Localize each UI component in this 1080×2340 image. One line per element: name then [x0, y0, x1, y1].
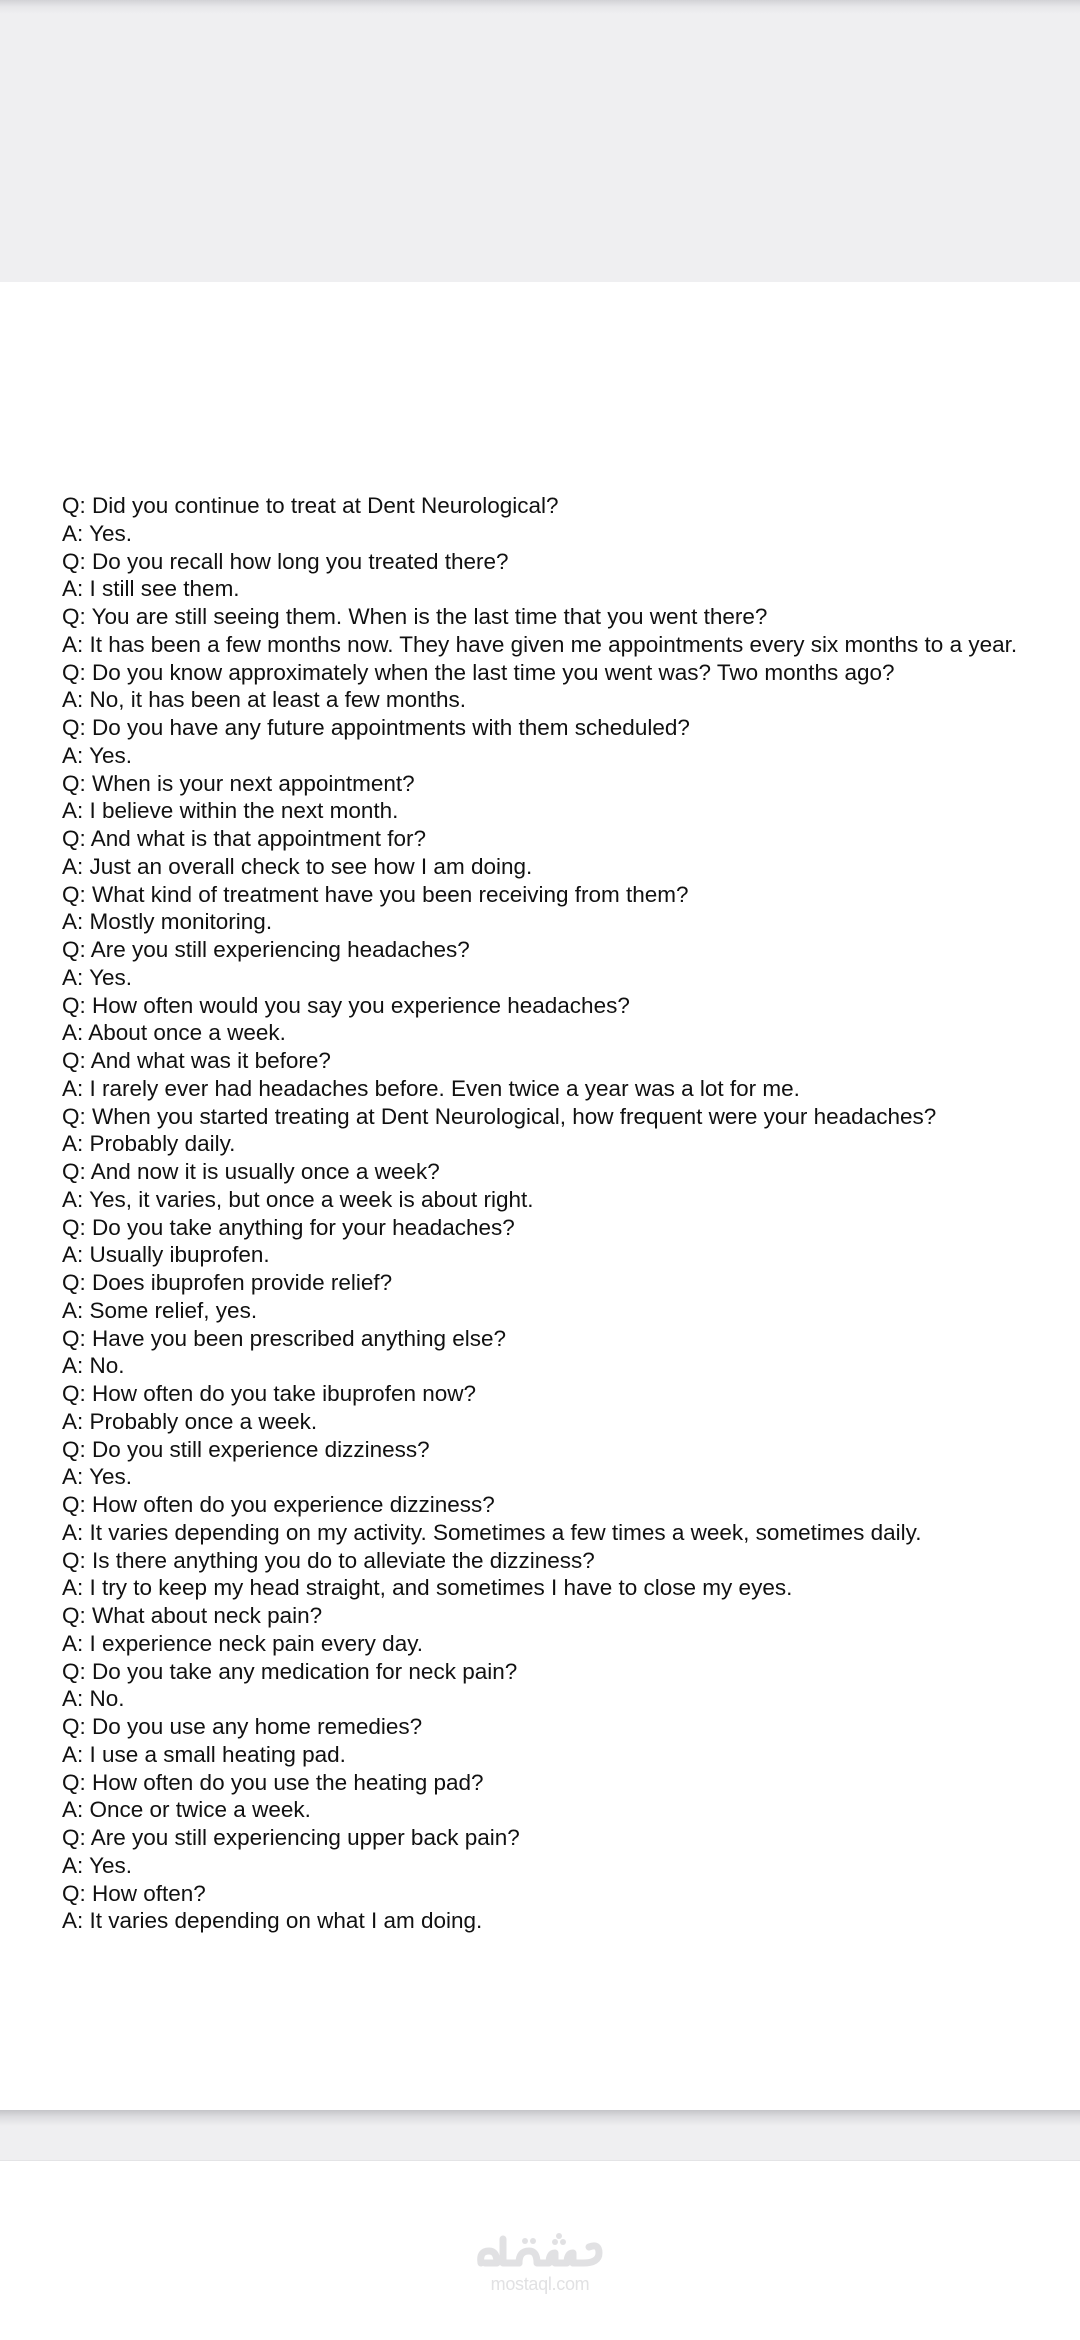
transcript-line: A: Mostly monitoring.: [62, 909, 273, 935]
transcript-line: Q: How often do you use the heating pad?: [62, 1769, 484, 1795]
transcript-line: A: I rarely ever had headaches before. Even twice a year was a lot for me.: [62, 1075, 800, 1101]
transcript-line: Q: Do you have any future appointments with them scheduled?: [62, 715, 690, 740]
transcript-line: Q: Do you use any home remedies?: [62, 1714, 423, 1739]
transcript-line: A: Just an overall check to see how I am doing.: [62, 853, 533, 879]
transcript-line: A: I try to keep my head straight, and sometimes I have to close my eyes.: [62, 1575, 793, 1601]
transcript-line: Q: You are still seeing them. When is the last time that you went there?: [62, 604, 768, 629]
watermark-site-text: mostaql.com: [490, 2274, 590, 2294]
transcript-line: Q: How often do you take ibuprofen now?: [62, 1381, 477, 1406]
transcript-line: Q: How often do you experience dizziness?: [62, 1492, 495, 1517]
transcript-line: Q: Do you know approximately when the last time you went was? Two months ago?: [62, 659, 895, 685]
transcript-line: Q: Does ibuprofen provide relief?: [62, 1270, 393, 1295]
transcript-line: Q: Are you still experiencing upper back pain?: [62, 1825, 520, 1850]
transcript-line: A: No.: [62, 1686, 125, 1712]
footer-area: [0, 2161, 1080, 2340]
transcript-line: A: It varies depending on what I am doing.: [62, 1908, 483, 1934]
transcript-line: A: I still see them.: [62, 576, 240, 602]
transcript-line: Q: What about neck pain?: [62, 1603, 323, 1628]
transcript-line: A: Yes.: [62, 964, 133, 990]
transcript-line: Q: Is there anything you do to alleviate the dizziness?: [62, 1547, 595, 1573]
mostaql-watermark: [475, 2233, 605, 2293]
transcript-line: Q: How often?: [62, 1880, 206, 1906]
transcript-line: Q: What kind of treatment have you been receiving from them?: [62, 881, 689, 907]
mostaql-logo-icon: [475, 2233, 605, 2273]
transcript-line: A: Once or twice a week.: [62, 1797, 311, 1823]
transcript-line: Q: And what is that appointment for?: [62, 826, 426, 851]
qa-transcript: [62, 492, 1017, 1935]
transcript-line: Q: Are you still experiencing headaches?: [62, 937, 470, 962]
transcript-line: Q: How often would you say you experience headaches?: [62, 992, 630, 1018]
transcript-line: A: Yes.: [62, 520, 133, 546]
transcript-line: A: Probably daily.: [62, 1131, 236, 1157]
transcript-line: A: It has been a few months now. They have given me appointments every six months to a year.: [62, 631, 1018, 657]
transcript-line: A: It varies depending on my activity. Sometimes a few times a week, sometimes daily.: [62, 1519, 922, 1545]
document-page: [0, 282, 1080, 2110]
transcript-line: Q: And what was it before?: [62, 1048, 331, 1073]
transcript-line: Q: Have you been prescribed anything else?: [62, 1325, 507, 1351]
transcript-line: Q: Do you take any medication for neck pain?: [62, 1658, 518, 1684]
transcript-line: A: Yes.: [62, 742, 133, 768]
transcript-line: Q: Do you recall how long you treated there?: [62, 548, 509, 574]
transcript-line: A: Probably once a week.: [62, 1408, 318, 1434]
transcript-line: A: I experience neck pain every day.: [62, 1630, 424, 1656]
transcript-line: Q: Do you take anything for your headaches?: [62, 1214, 515, 1240]
transcript-line: Q: And now it is usually once a week?: [62, 1159, 440, 1184]
transcript-line: Q: When is your next appointment?: [62, 770, 415, 796]
transcript-line: A: No, it has been at least a few months.: [62, 687, 466, 713]
bottom-gray-band: [0, 2110, 1080, 2161]
transcript-line: A: Usually ibuprofen.: [62, 1242, 270, 1268]
transcript-line: Q: Do you still experience dizziness?: [62, 1436, 430, 1462]
transcript-line: A: Yes, it varies, but once a week is about right.: [62, 1186, 534, 1212]
transcript-line: A: Yes.: [62, 1464, 133, 1490]
top-gray-band: [0, 0, 1080, 282]
transcript-line: A: I believe within the next month.: [62, 798, 399, 824]
transcript-line: Q: When you started treating at Dent Neurological, how frequent were your headaches?: [62, 1103, 937, 1129]
transcript-line: A: Yes.: [62, 1852, 133, 1878]
transcript-line: A: No.: [62, 1353, 125, 1379]
transcript-line: Q: Did you continue to treat at Dent Neurological?: [62, 493, 559, 518]
transcript-line: A: Some relief, yes.: [62, 1297, 258, 1323]
transcript-line: A: About once a week.: [62, 1020, 286, 1046]
transcript-line: A: I use a small heating pad.: [62, 1741, 346, 1767]
